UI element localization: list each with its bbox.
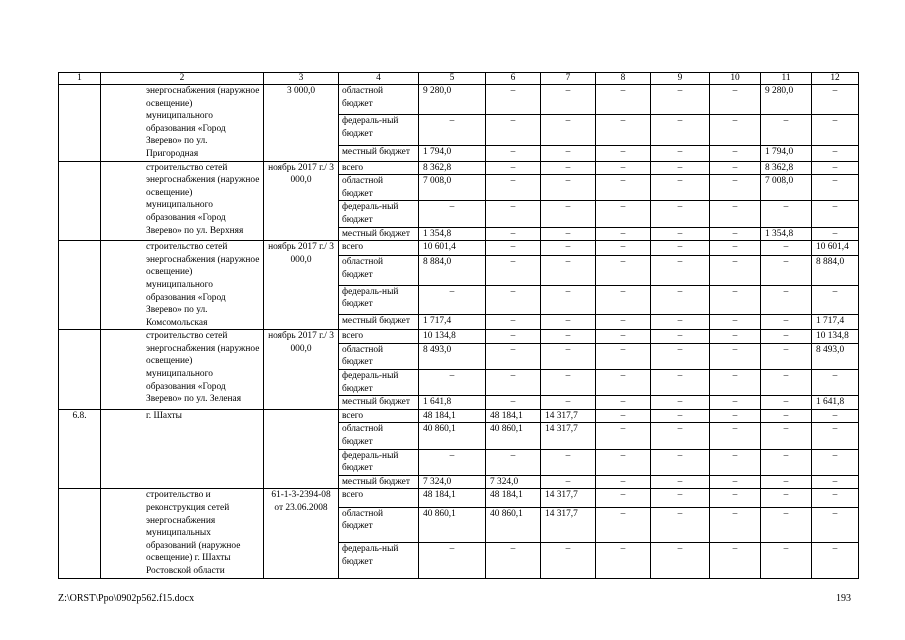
item-name: строительство сетей энергоснабжения (наружное освещение) муниципального образования «Город Зверево» по ул. Зеленая [101,330,264,410]
amount-cell: 1 794,0 [419,145,486,161]
amount-cell: – [761,409,812,423]
amount-cell: 8 493,0 [812,343,859,369]
funding-source: федераль-ный бюджет [339,370,419,396]
item-name: энергоснабжения (наружное освещение) муниципального образования «Город Зверево» по ул. Пригородная [101,85,264,162]
amount-cell: – [761,396,812,410]
amount-cell: 40 860,1 [486,507,541,542]
column-number-1: 1 [59,73,101,85]
amount-cell: – [651,475,710,489]
amount-cell: – [761,256,812,285]
column-number-3: 3 [264,73,339,85]
amount-cell: – [541,396,596,410]
amount-cell: – [419,449,486,475]
column-number-9: 9 [651,73,710,85]
amount-cell: – [651,370,710,396]
table-row [59,489,859,507]
amount-cell: – [541,370,596,396]
amount-cell: – [419,285,486,314]
amount-cell: – [651,449,710,475]
amount-cell: – [710,475,761,489]
amount-cell: – [812,370,859,396]
amount-cell: – [651,201,710,227]
amount-cell: – [596,489,651,507]
amount-cell: 1 354,8 [761,227,812,241]
amount-cell: – [710,343,761,369]
amount-cell: – [710,161,761,175]
amount-cell: – [812,489,859,507]
item-name: г. Шахты [101,409,264,489]
amount-cell: 7 324,0 [419,475,486,489]
item-date-capacity: 3 000,0 [264,85,339,162]
funding-source: областной бюджет [339,423,419,449]
funding-source: федераль-ный бюджет [339,543,419,578]
amount-cell: 40 860,1 [419,507,486,542]
column-number-7: 7 [541,73,596,85]
amount-cell: – [596,201,651,227]
funding-source: областной бюджет [339,343,419,369]
amount-cell: – [486,85,541,115]
column-number-row [59,73,859,85]
amount-cell: 8 362,8 [419,161,486,175]
column-number-10: 10 [710,73,761,85]
funding-source: всего [339,409,419,423]
amount-cell: – [651,507,710,542]
amount-cell: – [651,285,710,314]
amount-cell: – [812,175,859,201]
amount-cell: 1 354,8 [419,227,486,241]
amount-cell: – [710,370,761,396]
amount-cell: – [710,175,761,201]
amount-cell: 10 601,4 [419,241,486,256]
amount-cell: – [596,175,651,201]
amount-cell: 9 280,0 [761,85,812,115]
item-name: строительство сетей энергоснабжения (наружное освещение) муниципального образования «Город Зверево» по ул. Верхняя [101,161,264,241]
amount-cell: – [419,115,486,145]
amount-cell: – [710,423,761,449]
amount-cell: – [812,227,859,241]
funding-source: местный бюджет [339,475,419,489]
amount-cell: – [761,449,812,475]
amount-cell: – [651,85,710,115]
amount-cell: 14 317,7 [541,409,596,423]
amount-cell: 9 280,0 [419,85,486,115]
amount-cell: – [419,201,486,227]
amount-cell: – [596,396,651,410]
column-number-12: 12 [812,73,859,85]
funding-source: областной бюджет [339,507,419,542]
item-date-capacity [264,409,339,489]
amount-cell: – [541,175,596,201]
amount-cell: – [419,370,486,396]
amount-cell: – [596,449,651,475]
amount-cell: – [596,343,651,369]
amount-cell: 7 008,0 [419,175,486,201]
amount-cell: 1 717,4 [419,315,486,330]
amount-cell: – [596,315,651,330]
amount-cell: – [710,315,761,330]
amount-cell: – [486,370,541,396]
amount-cell: – [710,396,761,410]
amount-cell: – [651,396,710,410]
table-row [59,161,859,175]
amount-cell: – [541,201,596,227]
amount-cell: – [651,175,710,201]
amount-cell: – [486,227,541,241]
amount-cell: – [761,241,812,256]
amount-cell: 48 184,1 [486,409,541,423]
amount-cell: 1 641,8 [812,396,859,410]
amount-cell: 1 641,8 [419,396,486,410]
amount-cell: – [596,115,651,145]
file-path: Z:\ORST\Ppo\0902p562.f15.docx [58,593,195,604]
item-number [59,85,101,162]
amount-cell: 1 717,4 [812,315,859,330]
funding-source: федераль-ный бюджет [339,115,419,145]
amount-cell: – [596,256,651,285]
funding-source: федераль-ный бюджет [339,449,419,475]
amount-cell: – [710,115,761,145]
amount-cell: – [761,475,812,489]
amount-cell: – [812,409,859,423]
amount-cell: – [541,449,596,475]
item-name: строительство сетей энергоснабжения (наружное освещение) муниципального образования «Город Зверево» по ул. Комсомольская [101,241,264,330]
amount-cell: – [541,330,596,344]
amount-cell: – [541,227,596,241]
amount-cell: – [651,409,710,423]
amount-cell: 7 324,0 [486,475,541,489]
funding-source: местный бюджет [339,396,419,410]
item-number: 6.8. [59,409,101,489]
amount-cell: – [761,115,812,145]
amount-cell: – [486,343,541,369]
amount-cell: – [651,161,710,175]
amount-cell: – [596,285,651,314]
amount-cell: – [541,475,596,489]
amount-cell: – [596,241,651,256]
amount-cell: – [812,285,859,314]
amount-cell: – [812,507,859,542]
amount-cell: – [761,343,812,369]
amount-cell: – [486,330,541,344]
amount-cell: – [651,423,710,449]
amount-cell: – [761,285,812,314]
amount-cell: – [710,145,761,161]
amount-cell: – [541,315,596,330]
item-name: строительство и реконструкция сетей энергоснабжения муниципальных образований (наружное освещение) г. Шахты Ростовской области [101,489,264,578]
amount-cell: – [596,409,651,423]
item-number [59,330,101,410]
amount-cell: 8 884,0 [812,256,859,285]
amount-cell: 10 601,4 [812,241,859,256]
item-date-capacity: ноябрь 2017 г./ 3 000,0 [264,330,339,410]
amount-cell: – [710,409,761,423]
amount-cell: 10 134,8 [419,330,486,344]
amount-cell: – [710,449,761,475]
amount-cell: – [486,256,541,285]
amount-cell: – [541,85,596,115]
amount-cell: 40 860,1 [486,423,541,449]
amount-cell: 8 493,0 [419,343,486,369]
amount-cell: – [761,543,812,578]
amount-cell: – [596,423,651,449]
funding-source: федераль-ный бюджет [339,285,419,314]
amount-cell: – [541,256,596,285]
amount-cell: – [761,370,812,396]
amount-cell: – [486,115,541,145]
amount-cell: – [486,396,541,410]
table-row [59,85,859,115]
amount-cell: 48 184,1 [419,409,486,423]
amount-cell: – [812,85,859,115]
amount-cell: – [541,161,596,175]
amount-cell: – [651,115,710,145]
amount-cell: – [651,315,710,330]
item-number [59,489,101,578]
amount-cell: – [596,330,651,344]
table-row [59,409,859,423]
amount-cell: – [419,543,486,578]
amount-cell: – [541,343,596,369]
amount-cell: – [812,423,859,449]
amount-cell: – [710,85,761,115]
funding-source: местный бюджет [339,315,419,330]
amount-cell: – [541,285,596,314]
amount-cell: 8 884,0 [419,256,486,285]
amount-cell: 48 184,1 [419,489,486,507]
amount-cell: – [651,489,710,507]
column-number-2: 2 [101,73,264,85]
amount-cell: 8 362,8 [761,161,812,175]
amount-cell: – [812,115,859,145]
amount-cell: – [651,227,710,241]
budget-table [58,72,859,579]
amount-cell: – [541,543,596,578]
amount-cell: – [486,315,541,330]
amount-cell: – [651,145,710,161]
amount-cell: – [596,85,651,115]
amount-cell: – [710,489,761,507]
amount-cell: – [761,423,812,449]
amount-cell: – [651,343,710,369]
amount-cell: – [486,145,541,161]
amount-cell: – [596,161,651,175]
amount-cell: – [812,543,859,578]
item-date-capacity: ноябрь 2017 г./ 3 000,0 [264,161,339,241]
amount-cell: – [596,543,651,578]
amount-cell: – [596,145,651,161]
column-number-6: 6 [486,73,541,85]
amount-cell: 14 317,7 [541,423,596,449]
amount-cell: – [486,543,541,578]
amount-cell: – [710,330,761,344]
funding-source: местный бюджет [339,227,419,241]
amount-cell: 10 134,8 [812,330,859,344]
amount-cell: – [541,241,596,256]
column-number-11: 11 [761,73,812,85]
amount-cell: 14 317,7 [541,489,596,507]
amount-cell: 1 794,0 [761,145,812,161]
amount-cell: – [651,543,710,578]
amount-cell: – [596,227,651,241]
funding-source: областной бюджет [339,85,419,115]
amount-cell: – [812,161,859,175]
amount-cell: – [761,489,812,507]
amount-cell: – [761,201,812,227]
amount-cell: – [486,285,541,314]
amount-cell: – [812,145,859,161]
amount-cell: – [710,256,761,285]
funding-source: всего [339,241,419,256]
item-number [59,241,101,330]
amount-cell: – [651,330,710,344]
amount-cell: 40 860,1 [419,423,486,449]
funding-source: всего [339,330,419,344]
amount-cell: – [710,543,761,578]
amount-cell: – [486,175,541,201]
amount-cell: – [596,507,651,542]
item-date-capacity: 61-1-3-2394-08 от 23.06.2008 [264,489,339,578]
funding-source: всего [339,161,419,175]
amount-cell: 7 008,0 [761,175,812,201]
amount-cell: – [710,241,761,256]
item-number [59,161,101,241]
amount-cell: – [596,475,651,489]
funding-source: областной бюджет [339,256,419,285]
amount-cell: – [761,315,812,330]
amount-cell: – [812,449,859,475]
amount-cell: – [710,201,761,227]
column-number-4: 4 [339,73,419,85]
amount-cell: – [710,507,761,542]
amount-cell: – [596,370,651,396]
page-number: 193 [836,593,851,604]
funding-source: областной бюджет [339,175,419,201]
amount-cell: – [651,256,710,285]
funding-source: федераль-ный бюджет [339,201,419,227]
amount-cell: – [710,285,761,314]
funding-source: всего [339,489,419,507]
amount-cell: – [486,161,541,175]
amount-cell: – [486,241,541,256]
column-number-8: 8 [596,73,651,85]
amount-cell: 14 317,7 [541,507,596,542]
amount-cell: – [761,507,812,542]
amount-cell: – [812,475,859,489]
amount-cell: – [710,227,761,241]
amount-cell: – [761,330,812,344]
column-number-5: 5 [419,73,486,85]
amount-cell: – [541,145,596,161]
funding-source: местный бюджет [339,145,419,161]
amount-cell: – [651,241,710,256]
amount-cell: – [486,449,541,475]
amount-cell: – [541,115,596,145]
amount-cell: 48 184,1 [486,489,541,507]
amount-cell: – [486,201,541,227]
table-row [59,241,859,256]
table-row [59,330,859,344]
amount-cell: – [812,201,859,227]
item-date-capacity: ноябрь 2017 г./ 3 000,0 [264,241,339,330]
